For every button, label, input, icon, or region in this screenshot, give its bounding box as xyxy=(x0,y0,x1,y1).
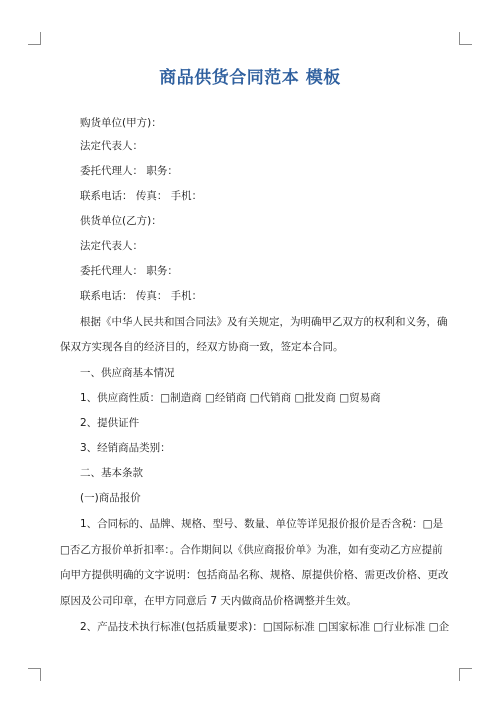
quote-paragraph-line-2: □否乙方报价单折扣率：。合作期间以《供应商报价单》为准，如有变动乙方应提前 xyxy=(60,544,443,556)
section-heading-1: 一、供应商基本情况 xyxy=(80,367,175,379)
crop-mark-bottom-left xyxy=(28,668,41,681)
subsection-heading-quote: (一)商品报价 xyxy=(80,492,141,504)
tech-standard-line: 2、产品技术执行标准(包括质量要求)：□国际标准 □国家标准 □行业标准 □企 xyxy=(80,621,450,633)
buyer-agent-line: 委托代理人： 职务： xyxy=(80,165,178,177)
supplier-nature-line: 1、供应商性质：□制造商 □经销商 □代销商 □批发商 □贸易商 xyxy=(80,392,381,404)
crop-mark-bottom-right xyxy=(459,668,472,681)
buyer-legal-rep-line: 法定代表人： xyxy=(80,140,143,152)
quote-paragraph-line-1: 1、合同标的、品牌、规格、型号、数量、单位等详见报价报价是否含税：□是 xyxy=(80,518,444,530)
section-heading-2: 二、基本条款 xyxy=(80,467,143,479)
supplier-legal-rep-line: 法定代表人： xyxy=(80,240,143,252)
goods-category-line: 3、经销商品类别： xyxy=(80,442,171,454)
preamble-line-2: 保双方实现各自的经济目的，经双方协商一致，签定本合同。 xyxy=(60,341,344,353)
buyer-unit-line: 购货单位(甲方)： xyxy=(80,117,162,129)
crop-mark-top-left xyxy=(28,32,41,45)
documents-line: 2、提供证件 xyxy=(80,417,140,429)
buyer-contact-line: 联系电话： 传真： 手机： xyxy=(80,190,203,202)
preamble-line-1: 根据《中华人民共和国合同法》及有关规定，为明确甲乙双方的权利和义务，确 xyxy=(80,316,448,328)
crop-mark-top-right xyxy=(459,32,472,45)
supplier-unit-line: 供货单位(乙方)： xyxy=(80,215,162,227)
document-title: 商品供货合同范本 模板 xyxy=(159,68,341,88)
supplier-agent-line: 委托代理人： 职务： xyxy=(80,265,178,277)
quote-paragraph-line-3: 向甲方提供明确的文字说明：包括商品名称、规格、原提供价格、需更改价格、更改 xyxy=(60,569,449,581)
quote-paragraph-line-4: 原因及公司印章，在甲方同意后 7 天内做商品价格调整并生效。 xyxy=(60,595,357,607)
supplier-contact-line: 联系电话： 传真： 手机： xyxy=(80,290,203,302)
